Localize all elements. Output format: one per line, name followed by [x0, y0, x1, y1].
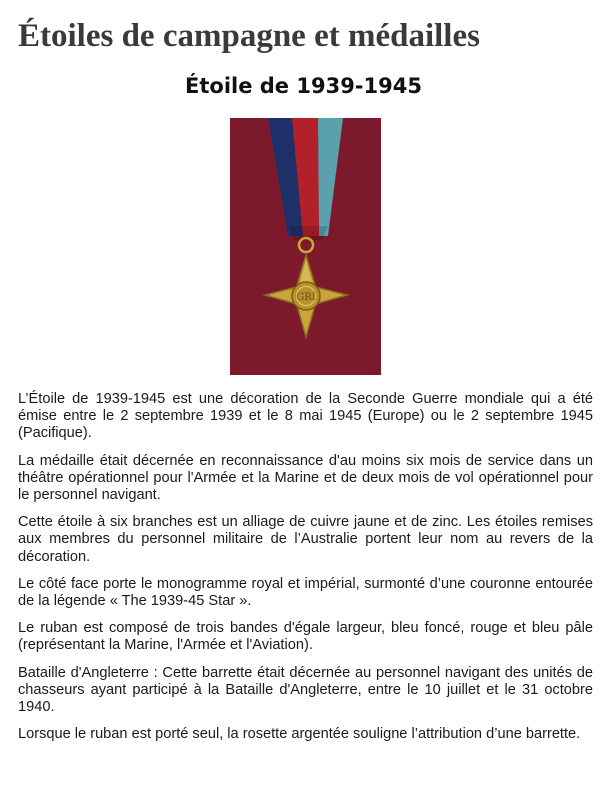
page-title: Étoiles de campagne et médailles [18, 18, 480, 54]
medal-subtitle: Étoile de 1939-1945 [185, 74, 422, 98]
paragraph-battle-of-britain: Bataille d'Angleterre : Cette barrette était décernée au personnel navigant des unités de chasseurs ayant participé à la Bataille d'Angleterre, entre le 10 juillet et le 31 octobre 1940. [18, 664, 593, 716]
paragraph-eligibility: La médaille était décernée en reconnaissance d'au moins six mois de service dans un théâtre opérationnel pour l'Armée et la Marine et de deux mois de vol opérationnel pour le personnel navigant. [18, 452, 593, 504]
paragraph-obverse: Le côté face porte le monogramme royal et impérial, surmonté d’une couronne entourée de la légende « The 1939-45 Star ». [18, 575, 593, 610]
article-body [18, 391, 593, 753]
svg-text:GRI: GRI [296, 292, 316, 303]
paragraph-rosette: Lorsque le ruban est porté seul, la rosette argentée souligne l’attribution d’une barrette. [18, 726, 581, 743]
paragraph-intro: L’Étoile de 1939-1945 est une décoration de la Seconde Guerre mondiale qui a été émise entre le 2 septembre 1939 et le 8 mai 1945 (Europe) ou le 2 septembre 1945 (Pacifique). [18, 391, 593, 442]
medal-photo [230, 118, 381, 375]
paragraph-composition: Cette étoile à six branches est un alliage de cuivre jaune et de zinc. Les étoiles remises aux membres du personnel militaire de l’Australie portent leur nom au revers de la décoration. [18, 514, 593, 565]
paragraph-ribbon: Le ruban est composé de trois bandes d'égale largeur, bleu foncé, rouge et bleu pâle (représentant la Marine, l'Armée et l'Aviation). [18, 620, 593, 654]
